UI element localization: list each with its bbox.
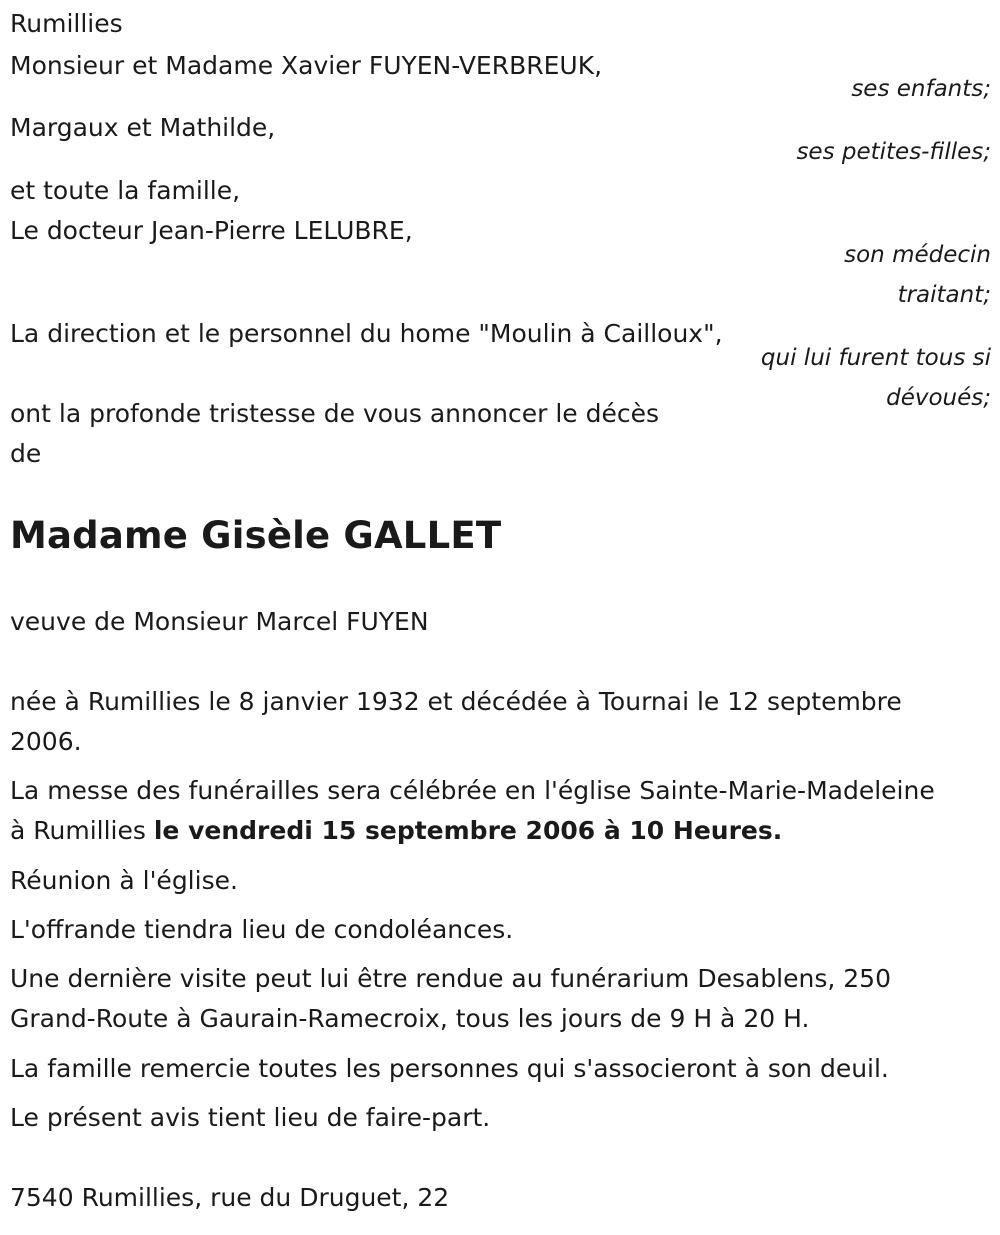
widow-of-line: veuve de Monsieur Marcel FUYEN (10, 607, 429, 636)
grandchildren-role: ses petites-filles; (796, 139, 991, 165)
birth-death-line1: née à Rumillies le 8 janvier 1932 et décédée à Tournai le 12 septembre (10, 687, 902, 716)
address-line: 7540 Rumillies, rue du Druguet, 22 (10, 1183, 450, 1212)
offering-line: L'offrande tiendra lieu de condoléances. (10, 915, 514, 944)
family-line: et toute la famille, (10, 176, 241, 205)
deceased-name: Madame Gisèle GALLET (10, 514, 502, 557)
home-role-line2: dévoués; (886, 385, 991, 411)
children-names: Monsieur et Madame Xavier FUYEN-VERBREUK, (10, 51, 603, 80)
announcement-line2: de (10, 439, 42, 468)
doctor-role-line2: traitant; (897, 282, 991, 308)
mass-line1: La messe des funérailles sera célébrée en l'église Sainte-Marie-Madeleine (10, 776, 935, 805)
mass-date: le vendredi 15 septembre 2006 à 10 Heures. (153, 816, 783, 845)
meeting-line: Réunion à l'église. (10, 866, 238, 895)
mass-place: à Rumillies (10, 816, 154, 845)
thanks-line: La famille remercie toutes les personnes qui s'associeront à son deuil. (10, 1054, 889, 1083)
visit-line2: Grand-Route à Gaurain-Ramecroix, tous les jours de 9 H à 20 H. (10, 1004, 810, 1033)
birth-death-line2: 2006. (10, 727, 82, 756)
home-staff-line: La direction et le personnel du home "Moulin à Cailloux", (10, 319, 723, 348)
visit-line1: Une dernière visite peut lui être rendue au funérarium Desablens, 250 (10, 964, 891, 993)
doctor-name: Le docteur Jean-Pierre LELUBRE, (10, 216, 413, 245)
place-line: Rumillies (10, 9, 123, 38)
children-role: ses enfants; (851, 76, 991, 102)
mass-line2 (10, 811, 782, 851)
grandchildren-names: Margaux et Mathilde, (10, 113, 276, 142)
doctor-role-line1: son médecin (844, 242, 991, 268)
notice-line: Le présent avis tient lieu de faire-part. (10, 1103, 491, 1132)
announcement-line1: ont la profonde tristesse de vous annoncer le décès (10, 399, 660, 428)
home-role-line1: qui lui furent tous si (760, 345, 991, 371)
